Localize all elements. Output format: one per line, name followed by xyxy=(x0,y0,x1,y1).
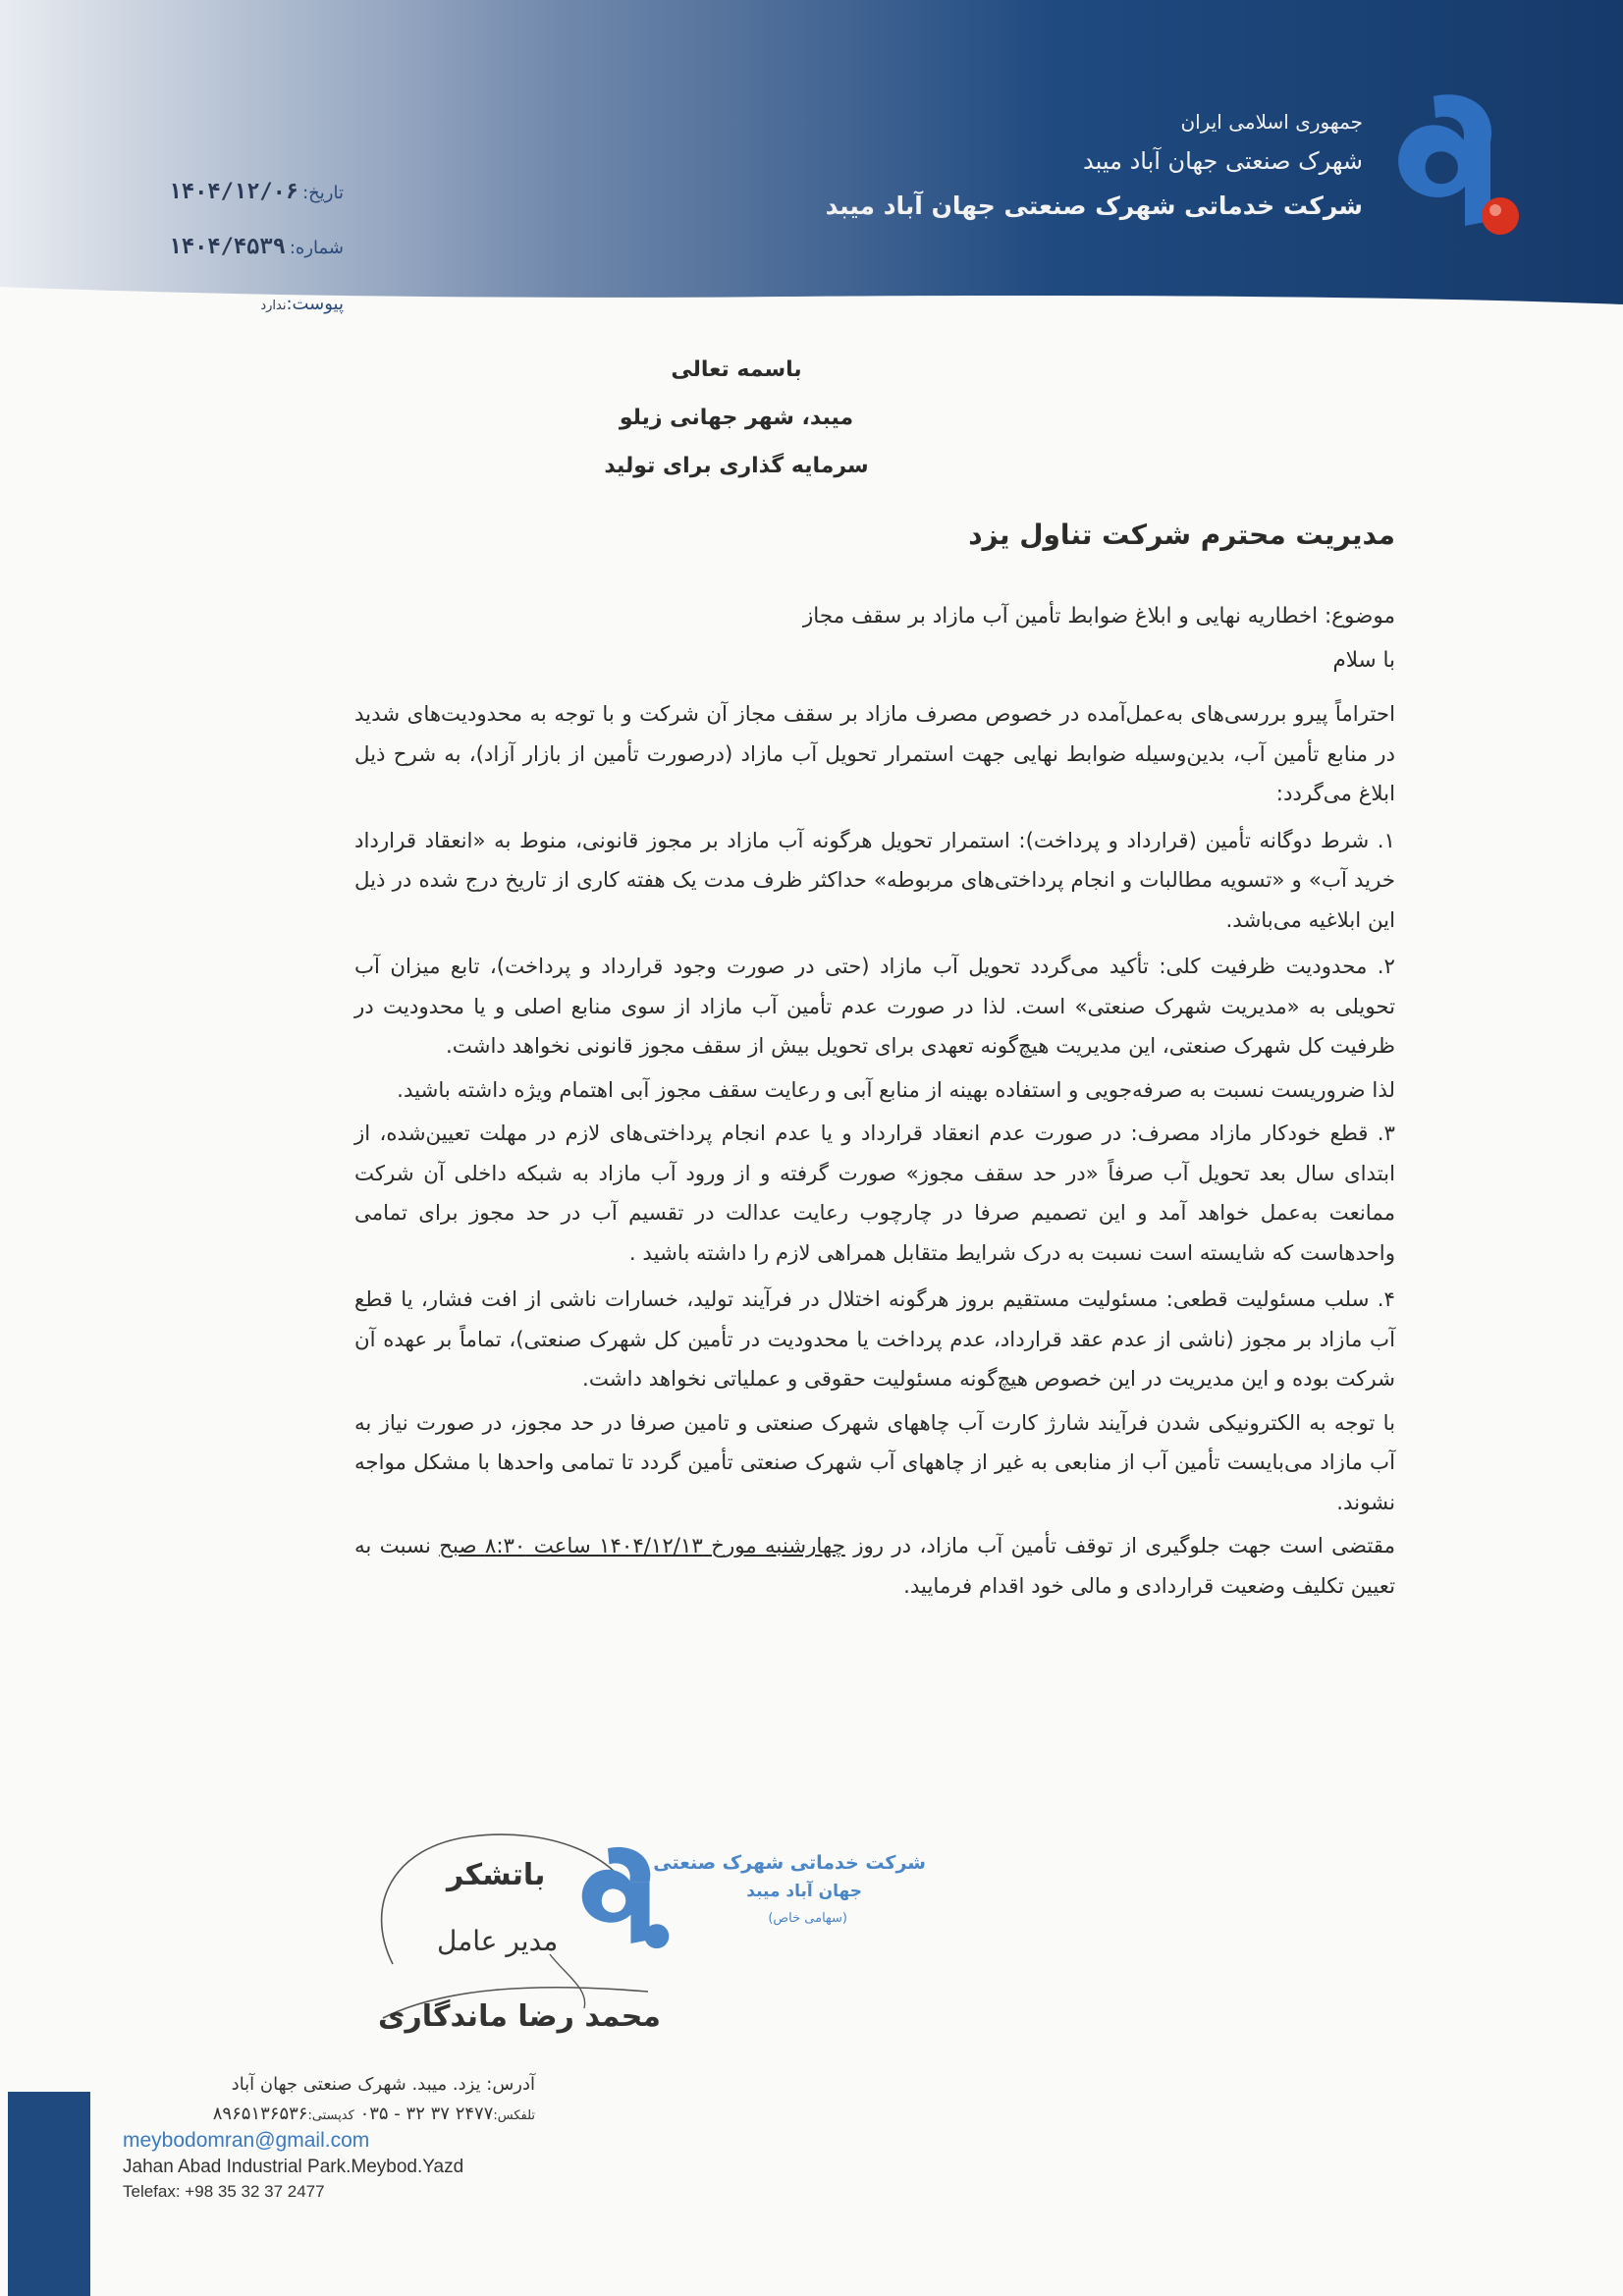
footer-accent-bar xyxy=(8,2092,90,2296)
footer-address-en: Jahan Abad Industrial Park.Meybod.Yazd xyxy=(123,2157,464,2177)
company-logo-icon xyxy=(1375,88,1522,246)
header-org-line-1: جمهوری اسلامی ایران xyxy=(1180,110,1363,134)
item-4-paragraph: ۴. سلب مسئولیت قطعی: مسئولیت مستقیم بروز هرگونه اختلال در فرآیند تولید، خسارات ناشی از افت فشار، یا قطع آب مازاد بر مجوز (ناشی از عدم عقد قرارداد، عدم پرداخت یا محدودیت در تأمین کل شهرک صنعتی)، تماماً بر عهده آن شرکت بوده و این مدیریت در این خصوص هیچ‌گونه مسئولیت حقوقی و عملیاتی نخواهد داشت. xyxy=(354,1287,1395,1392)
stamp-line-2: جهان آباد میبد xyxy=(746,1882,862,1901)
item-1-paragraph: ۱. شرط دوگانه تأمین (قرارداد و پرداخت): استمرار تحویل هرگونه آب مازاد بر مجوز قانونی، منوط به «انعقاد قرارداد خرید آب» و «تسویه مطالبات و انجام پرداختی‌های مربوطه» حداکثر ظرف مدت یک هفته کاری از تاریخ درج شده در ذیل این ابلاغیه می‌باشد. xyxy=(354,828,1395,933)
item-3-paragraph: ۳. قطع خودکار مازاد مصرف: در صورت عدم انعقاد قرارداد و یا عدم انجام پرداختی‌های لازم در مهلت تعیین‌شده، از ابتدای سال بعد تحویل آب صرفاً «در حد سقف مجوز» صورت گرفته و از ورود آب مازاد به شبکه داخلی آن شرکت ممانعت به‌عمل خواهد آمد و این تصمیم صرفا در چارچوب رعایت عدالت در تقسیم آب در حد مجوز برای تمامی واحدهاست که شایسته است نسبت به درک شرایط متقابل همراهی لازم را داشته باشید . xyxy=(354,1121,1395,1266)
date-value: ۱۴۰۴/۱۲/۰۶ xyxy=(168,180,299,204)
closing-paragraph-2 xyxy=(354,1527,1395,1607)
phone-label: تلفکس: xyxy=(493,2108,535,2123)
attachment-value: ندارد xyxy=(260,299,287,313)
date-label: تاریخ: xyxy=(302,183,344,203)
phone-values: ۲۴۷۷ ۳۷ ۳۲ - ۰۳۵ xyxy=(359,2104,494,2124)
letter-body xyxy=(354,695,1395,1613)
letter-number xyxy=(108,232,344,259)
item-2-note: لذا ضروریست نسبت به صرفه‌جویی و استفاده بهینه از منابع آبی و رعایت سقف مجوز آبی اهتمام ویژه داشته باشید. xyxy=(397,1077,1395,1103)
footer-telefax: Telefax: +98 35 32 37 2477 xyxy=(123,2182,325,2201)
header-org-line-3: شرکت خدماتی شهرک صنعتی جهان آباد میبد xyxy=(825,191,1363,220)
letter-date xyxy=(108,177,344,204)
closing-paragraph-1: با توجه به الکترونیکی شدن فرآیند شارژ کارت آب چاههای شهرک صنعتی و تامین صرفا در حد مجوز، در صورت نیاز به آب مازاد می‌بایست تأمین آب از منابعی به غیر از چاههای آب شهرک صنعتی تأمین گردد تا تمامی واحدها با مشکل مواجه نشوند. xyxy=(354,1410,1395,1515)
signature-name: محمد رضا ماندگاری xyxy=(378,1999,661,2034)
item-2-paragraph: ۲. محدودیت ظرفیت کلی: تأکید می‌گردد تحویل آب مازاد (حتی در صورت وجود قرارداد و پرداخت)، تابع میزان آب تحویلی به «مدیریت شهرک صنعتی» است. لذا در صورت عدم تأمین آب مازاد از سوی منابع اصلی و یا محدودیت در ظرفیت کل شهرک صنعتی، این مدیریت هیچ‌گونه تعهدی برای تحویل بیش از سقف مجوز قانونی نخواهد داشت. xyxy=(354,955,1395,1059)
greeting: با سلام xyxy=(1332,648,1395,673)
subject-line: موضوع: اخطاریه نهایی و ابلاغ ضوابط تأمین آب مازاد بر سقف مجاز xyxy=(802,604,1395,629)
postal-value: ۸۹۶۵۱۳۶۵۳۶ xyxy=(212,2104,308,2124)
addressee: مدیریت محترم شرکت تناول یزد xyxy=(968,519,1395,551)
footer-phone-postal xyxy=(123,2104,535,2124)
stamp-line-1: شرکت خدماتی شهرک صنعتی xyxy=(653,1852,926,1874)
footer-email: meybodomran@gmail.com xyxy=(123,2129,370,2152)
attachment-label: پیوست: xyxy=(286,294,344,314)
stamp-line-3: (سهامی خاص) xyxy=(768,1911,847,1926)
number-value: ۱۴۰۴/۴۵۳۹ xyxy=(168,235,286,259)
signature-thanks: باتشکر xyxy=(447,1858,546,1892)
intro-paragraph: احتراماً پیرو بررسی‌های به‌عمل‌آمده در خصوص مصرف مازاد بر سقف مجاز آن شرکت و با توجه به محدودیت‌های شدید در منابع تأمین آب، بدین‌وسیله ضوابط نهایی جهت استمرار تحویل آب مازاد (درصورت تأمین از بازار آزاد)، به شرح ذیل ابلاغ می‌گردد: xyxy=(354,702,1395,806)
postal-label: کدپستی: xyxy=(307,2108,354,2123)
footer-address: آدرس: یزد. میبد. شهرک صنعتی جهان آباد xyxy=(231,2074,535,2095)
signature-role: مدیر عامل xyxy=(437,1925,559,1957)
salutation-line: باسمه تعالی xyxy=(671,357,802,382)
number-label: شماره: xyxy=(289,238,344,258)
letter-attachment xyxy=(108,293,344,314)
salutation-line: سرمایه گذاری برای تولید xyxy=(604,454,869,478)
meeting-datetime: چهارشنبه مورخ ۱۴۰۴/۱۲/۱۳ ساعت ۸:۳۰ صبح xyxy=(439,1534,845,1558)
closing-2-pre: مقتضی است جهت جلوگیری از توقف تأمین آب مازاد، در روز xyxy=(844,1534,1395,1558)
salutation-line: میبد، شهر جهانی زیلو xyxy=(619,406,854,430)
closing-2-post: نسبت به تعیین تکلیف وضعیت قراردادی و مالی خود اقدام فرمایید. xyxy=(354,1534,1395,1599)
header-org-line-2: شهرک صنعتی جهان آباد میبد xyxy=(1083,147,1363,175)
salutation-block xyxy=(589,346,884,490)
